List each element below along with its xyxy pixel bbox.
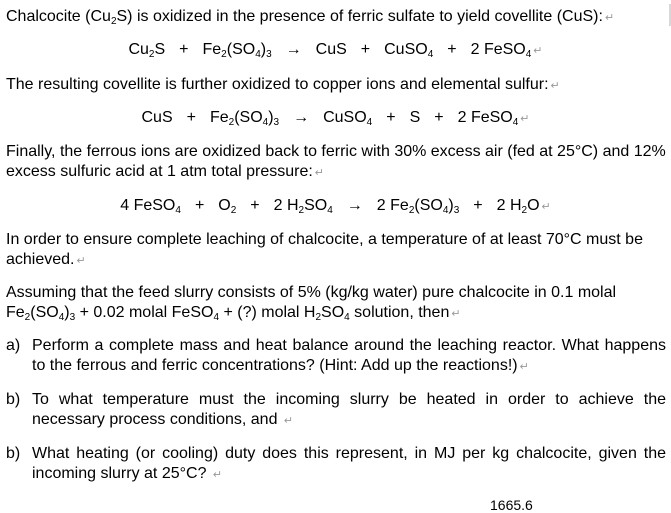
question-b-2: b) What heating (or cooling) duty does this represent, in MJ per kg chalcocite, given the incoming slurry at 25°C? ↵ [6, 445, 666, 482]
question-b-1: b) To what temperature must the incoming slurry be heated in order to achieve the necessary process conditions, and ↵ [6, 391, 666, 428]
question-text: What heating (or cooling) duty does this represent, in MJ per kg chalcocite, given the incoming slurry at 25°C? [32, 445, 666, 482]
question-label: a) [6, 337, 21, 354]
question-text: To what temperature must the incoming slurry be heated in order to achieve the necessary process conditions, and [32, 391, 666, 428]
intro-line-4: In order to ensure complete leaching of chalcocite, a temperature of at least 70°C must be achieved. ↵ [6, 231, 643, 268]
question-label: b) [6, 445, 21, 462]
question-label: b) [6, 391, 21, 408]
reaction-arrow: → [293, 109, 310, 126]
intro-line-1: Chalcocite $(Cu_2S)$ is oxidized in the presence of ferric sulfate to yield covellite (CuS): ↵ [6, 8, 615, 27]
equation-3: 4 FeSO$_4$ + $O_2 + 2$ $H_2SO_4 \to 2$ $Fe_2(SO_4)_3 + 2$ $H_2O$ ↵ [120, 197, 551, 216]
reaction-arrow: → [285, 41, 302, 58]
intro-line-2: The resulting covellite is further oxidized to copper ions and elemental sulfur: ↵ [6, 76, 560, 93]
equation-2: CuS + $Fe_2(SO_4)_3$ → CuSO$_4$ + S + 2 FeSO$_4$ ↵ [141, 109, 530, 128]
question-a: a) Perform a complete mass and heat balance around the leaching reactor. What happens to the ferrous and ferric concentrations? (Hint: Add up the reactions!) ↵ [6, 337, 666, 374]
intro-line-3: Finally, the ferrous ions are oxidized back to ferric with 30% excess air (fed at 25°C) and 12% excess sulfuric acid at 1 atm total pressure: ↵ [6, 143, 666, 180]
intro-line-5: Assuming that the feed slurry consists of 5% (kg/kg water) pure chalcocite in 0.1 molal $Fe_2(SO_4)_3 + 0.02$ molal FeSO$_4$ + (?) molal $H_2SO_4$ solution, then ↵ [6, 284, 617, 323]
question-text: Perform a complete mass and heat balance around the leaching reactor. What happens to the ferrous and ferric concentrations? (Hint: Add up the reactions!) [32, 337, 666, 374]
equation-1: $Cu_2S + Fe_2(SO_4)_3$ → CuS + CuSO$_4$ + 2 FeSO$_4$ ↵ [128, 41, 543, 60]
reaction-arrow: → [346, 197, 363, 214]
page-number: 1665.6 [490, 497, 533, 513]
